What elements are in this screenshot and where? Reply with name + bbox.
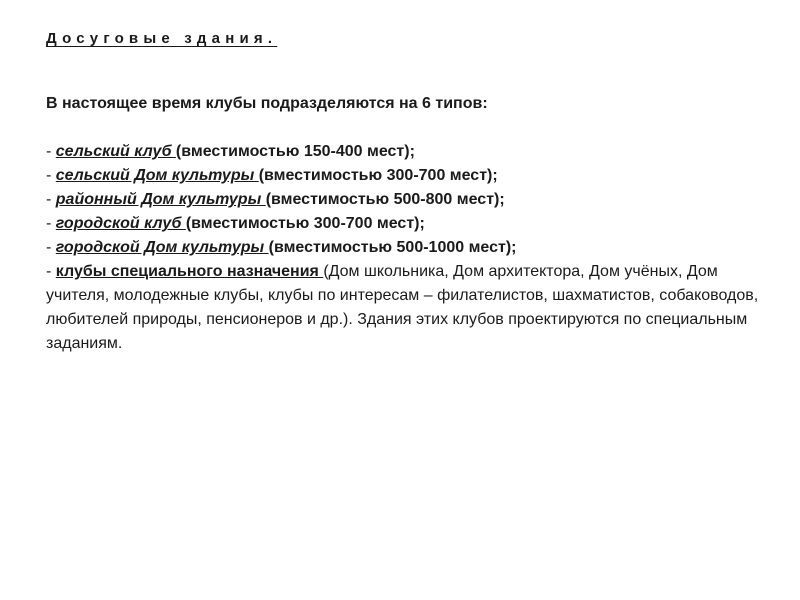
club-capacity: (вместимостью 300-700 мест);	[185, 215, 425, 232]
list-dash: -	[46, 191, 56, 208]
club-type-name: районный Дом культуры	[55, 191, 266, 208]
club-type-name: городской клуб	[55, 215, 186, 232]
club-capacity: (вместимостью 300-700 мест);	[258, 167, 498, 184]
intro-text: В настоящее время клубы подразделяются на 6 типов:	[46, 95, 488, 112]
club-type-item-special	[46, 260, 776, 356]
club-type-name: городской Дом культуры	[55, 239, 269, 256]
club-capacity: (вместимостью 150-400 мест);	[175, 143, 415, 160]
spacer	[46, 116, 776, 140]
club-type-item	[46, 140, 776, 164]
club-capacity: (вместимостью 500-1000 мест);	[268, 239, 517, 256]
slide-title: Досуговые здания.	[46, 30, 278, 47]
list-dash: -	[46, 263, 56, 280]
club-type-name: сельский Дом культуры	[55, 167, 259, 184]
club-special-description: (Дом школьника, Дом архитектора, Дом учёных, Дом учителя, молодежные клубы, клубы по интересам – филателистов, шахматистов, собаководов, любителей природы, пенсионеров и др.). Здания этих клубов проектируются по специальным заданиям.	[46, 263, 759, 352]
club-type-item	[46, 236, 776, 260]
list-dash: -	[46, 239, 56, 256]
list-dash: -	[46, 143, 56, 160]
club-type-item	[46, 212, 776, 236]
slide-content	[46, 92, 776, 356]
list-dash: -	[46, 215, 56, 232]
list-dash: -	[46, 167, 56, 184]
club-type-name: клубы специального назначения	[55, 263, 324, 280]
club-type-item	[46, 188, 776, 212]
club-type-name: сельский клуб	[55, 143, 176, 160]
club-type-item	[46, 164, 776, 188]
club-capacity: (вместимостью 500-800 мест);	[265, 191, 505, 208]
